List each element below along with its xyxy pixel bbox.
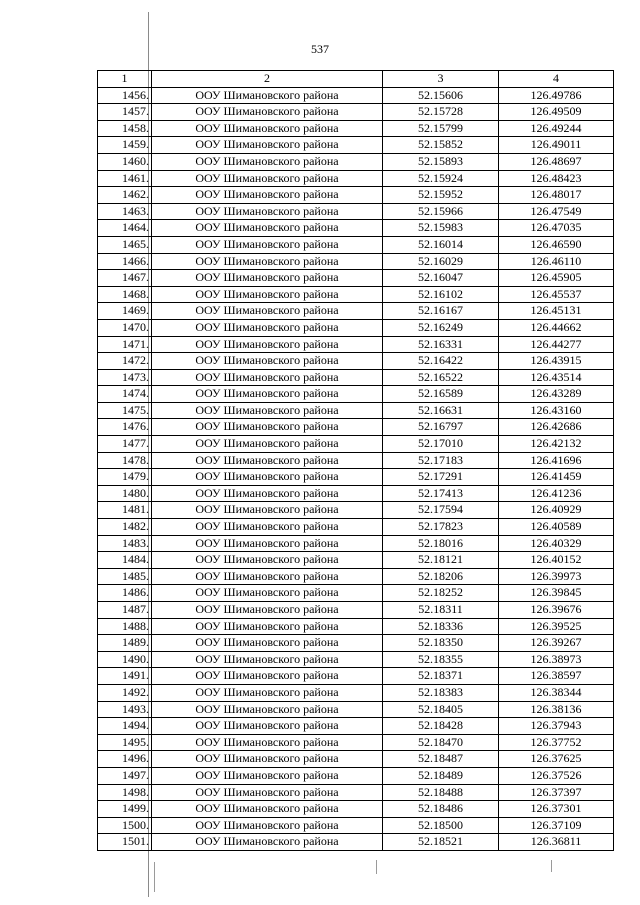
row-number-cell: 1480. bbox=[98, 485, 152, 502]
organization-cell: ООУ Шимановского района bbox=[152, 187, 383, 204]
table-row bbox=[98, 236, 614, 253]
longitude-cell: 126.43289 bbox=[499, 386, 614, 403]
organization-cell: ООУ Шимановского района bbox=[152, 552, 383, 569]
latitude-cell: 52.18383 bbox=[383, 684, 499, 701]
longitude-cell: 126.40152 bbox=[499, 552, 614, 569]
organization-cell: ООУ Шимановского района bbox=[152, 303, 383, 320]
latitude-cell: 52.17413 bbox=[383, 485, 499, 502]
organization-cell: ООУ Шимановского района bbox=[152, 353, 383, 370]
organization-cell: ООУ Шимановского района bbox=[152, 153, 383, 170]
organization-cell: ООУ Шимановского района bbox=[152, 253, 383, 270]
organization-cell: ООУ Шимановского района bbox=[152, 220, 383, 237]
organization-cell: ООУ Шимановского района bbox=[152, 104, 383, 121]
longitude-cell: 126.37526 bbox=[499, 767, 614, 784]
table-row bbox=[98, 834, 614, 851]
table-row bbox=[98, 353, 614, 370]
scan-mark bbox=[376, 860, 377, 874]
latitude-cell: 52.18206 bbox=[383, 568, 499, 585]
organization-cell: ООУ Шимановского района bbox=[152, 386, 383, 403]
table-row bbox=[98, 817, 614, 834]
row-number-cell: 1458. bbox=[98, 120, 152, 137]
table-row bbox=[98, 519, 614, 536]
organization-cell: ООУ Шимановского района bbox=[152, 469, 383, 486]
longitude-cell: 126.41696 bbox=[499, 452, 614, 469]
row-number-cell: 1467. bbox=[98, 270, 152, 287]
row-number-cell: 1489. bbox=[98, 635, 152, 652]
latitude-cell: 52.15728 bbox=[383, 104, 499, 121]
latitude-cell: 52.16631 bbox=[383, 402, 499, 419]
latitude-cell: 52.16249 bbox=[383, 319, 499, 336]
table-row bbox=[98, 319, 614, 336]
row-number-cell: 1488. bbox=[98, 618, 152, 635]
organization-cell: ООУ Шимановского района bbox=[152, 369, 383, 386]
organization-cell: ООУ Шимановского района bbox=[152, 801, 383, 818]
organization-cell: ООУ Шимановского района bbox=[152, 751, 383, 768]
table-row bbox=[98, 585, 614, 602]
coordinates-table bbox=[97, 70, 614, 851]
row-number-cell: 1460. bbox=[98, 153, 152, 170]
row-number-cell: 1495. bbox=[98, 734, 152, 751]
table-row bbox=[98, 668, 614, 685]
longitude-cell: 126.40589 bbox=[499, 519, 614, 536]
table-row bbox=[98, 120, 614, 137]
row-number-cell: 1465. bbox=[98, 236, 152, 253]
organization-cell: ООУ Шимановского района bbox=[152, 319, 383, 336]
longitude-cell: 126.43915 bbox=[499, 353, 614, 370]
latitude-cell: 52.18371 bbox=[383, 668, 499, 685]
latitude-cell: 52.18521 bbox=[383, 834, 499, 851]
latitude-cell: 52.16167 bbox=[383, 303, 499, 320]
scan-mark bbox=[154, 862, 155, 892]
longitude-cell: 126.38344 bbox=[499, 684, 614, 701]
table-row bbox=[98, 651, 614, 668]
table-row bbox=[98, 751, 614, 768]
longitude-cell: 126.41236 bbox=[499, 485, 614, 502]
row-number-cell: 1464. bbox=[98, 220, 152, 237]
row-number-cell: 1490. bbox=[98, 651, 152, 668]
organization-cell: ООУ Шимановского района bbox=[152, 535, 383, 552]
organization-cell: ООУ Шимановского района bbox=[152, 834, 383, 851]
longitude-cell: 126.42132 bbox=[499, 436, 614, 453]
longitude-cell: 126.45905 bbox=[499, 270, 614, 287]
longitude-cell: 126.37301 bbox=[499, 801, 614, 818]
latitude-cell: 52.18311 bbox=[383, 602, 499, 619]
row-number-cell: 1459. bbox=[98, 137, 152, 154]
organization-cell: ООУ Шимановского района bbox=[152, 419, 383, 436]
table-row bbox=[98, 137, 614, 154]
organization-cell: ООУ Шимановского района bbox=[152, 734, 383, 751]
organization-cell: ООУ Шимановского района bbox=[152, 485, 383, 502]
latitude-cell: 52.15952 bbox=[383, 187, 499, 204]
scan-mark bbox=[551, 860, 552, 872]
table-row bbox=[98, 734, 614, 751]
longitude-cell: 126.40329 bbox=[499, 535, 614, 552]
organization-cell: ООУ Шимановского района bbox=[152, 684, 383, 701]
latitude-cell: 52.18252 bbox=[383, 585, 499, 602]
longitude-cell: 126.49244 bbox=[499, 120, 614, 137]
row-number-cell: 1471. bbox=[98, 336, 152, 353]
table-row bbox=[98, 568, 614, 585]
longitude-cell: 126.38973 bbox=[499, 651, 614, 668]
page-number: 537 bbox=[311, 42, 329, 56]
longitude-cell: 126.45537 bbox=[499, 286, 614, 303]
row-number-cell: 1494. bbox=[98, 718, 152, 735]
longitude-cell: 126.48017 bbox=[499, 187, 614, 204]
column-header-3: 3 bbox=[383, 71, 499, 88]
table-row bbox=[98, 270, 614, 287]
table-row bbox=[98, 602, 614, 619]
table-row bbox=[98, 784, 614, 801]
longitude-cell: 126.45131 bbox=[499, 303, 614, 320]
longitude-cell: 126.43514 bbox=[499, 369, 614, 386]
latitude-cell: 52.16014 bbox=[383, 236, 499, 253]
row-number-cell: 1491. bbox=[98, 668, 152, 685]
organization-cell: ООУ Шимановского района bbox=[152, 635, 383, 652]
latitude-cell: 52.18486 bbox=[383, 801, 499, 818]
table-row bbox=[98, 635, 614, 652]
row-number-cell: 1487. bbox=[98, 602, 152, 619]
table-header bbox=[98, 71, 614, 88]
row-number-cell: 1463. bbox=[98, 203, 152, 220]
table-row bbox=[98, 386, 614, 403]
latitude-cell: 52.18500 bbox=[383, 817, 499, 834]
table-row bbox=[98, 684, 614, 701]
organization-cell: ООУ Шимановского района bbox=[152, 336, 383, 353]
table-row bbox=[98, 552, 614, 569]
table-row bbox=[98, 502, 614, 519]
latitude-cell: 52.16331 bbox=[383, 336, 499, 353]
row-number-cell: 1462. bbox=[98, 187, 152, 204]
row-number-cell: 1499. bbox=[98, 801, 152, 818]
organization-cell: ООУ Шимановского района bbox=[152, 585, 383, 602]
latitude-cell: 52.18336 bbox=[383, 618, 499, 635]
longitude-cell: 126.42686 bbox=[499, 419, 614, 436]
row-number-cell: 1470. bbox=[98, 319, 152, 336]
latitude-cell: 52.16029 bbox=[383, 253, 499, 270]
latitude-cell: 52.15893 bbox=[383, 153, 499, 170]
organization-cell: ООУ Шимановского района bbox=[152, 668, 383, 685]
row-number-cell: 1466. bbox=[98, 253, 152, 270]
longitude-cell: 126.36811 bbox=[499, 834, 614, 851]
longitude-cell: 126.46110 bbox=[499, 253, 614, 270]
latitude-cell: 52.18489 bbox=[383, 767, 499, 784]
table-row bbox=[98, 402, 614, 419]
longitude-cell: 126.44277 bbox=[499, 336, 614, 353]
longitude-cell: 126.38136 bbox=[499, 701, 614, 718]
organization-cell: ООУ Шимановского района bbox=[152, 784, 383, 801]
table-row bbox=[98, 170, 614, 187]
longitude-cell: 126.39267 bbox=[499, 635, 614, 652]
organization-cell: ООУ Шимановского района bbox=[152, 137, 383, 154]
longitude-cell: 126.39973 bbox=[499, 568, 614, 585]
table-row bbox=[98, 485, 614, 502]
organization-cell: ООУ Шимановского района bbox=[152, 120, 383, 137]
row-number-cell: 1498. bbox=[98, 784, 152, 801]
table-row bbox=[98, 618, 614, 635]
row-number-cell: 1481. bbox=[98, 502, 152, 519]
latitude-cell: 52.17010 bbox=[383, 436, 499, 453]
table-row bbox=[98, 535, 614, 552]
row-number-cell: 1478. bbox=[98, 452, 152, 469]
organization-cell: ООУ Шимановского района bbox=[152, 452, 383, 469]
table-row bbox=[98, 801, 614, 818]
table-row bbox=[98, 187, 614, 204]
row-number-cell: 1456. bbox=[98, 87, 152, 104]
row-number-cell: 1477. bbox=[98, 436, 152, 453]
table-body bbox=[98, 87, 614, 850]
organization-cell: ООУ Шимановского района bbox=[152, 718, 383, 735]
latitude-cell: 52.16047 bbox=[383, 270, 499, 287]
organization-cell: ООУ Шимановского района bbox=[152, 701, 383, 718]
organization-cell: ООУ Шимановского района bbox=[152, 270, 383, 287]
table-row bbox=[98, 469, 614, 486]
table-row bbox=[98, 767, 614, 784]
longitude-cell: 126.37943 bbox=[499, 718, 614, 735]
longitude-cell: 126.46590 bbox=[499, 236, 614, 253]
row-number-cell: 1461. bbox=[98, 170, 152, 187]
row-number-cell: 1475. bbox=[98, 402, 152, 419]
latitude-cell: 52.15799 bbox=[383, 120, 499, 137]
longitude-cell: 126.49786 bbox=[499, 87, 614, 104]
latitude-cell: 52.17291 bbox=[383, 469, 499, 486]
latitude-cell: 52.18428 bbox=[383, 718, 499, 735]
row-number-cell: 1457. bbox=[98, 104, 152, 121]
latitude-cell: 52.16589 bbox=[383, 386, 499, 403]
longitude-cell: 126.37109 bbox=[499, 817, 614, 834]
longitude-cell: 126.39845 bbox=[499, 585, 614, 602]
organization-cell: ООУ Шимановского района bbox=[152, 602, 383, 619]
longitude-cell: 126.39676 bbox=[499, 602, 614, 619]
table-row bbox=[98, 436, 614, 453]
organization-cell: ООУ Шимановского района bbox=[152, 203, 383, 220]
organization-cell: ООУ Шимановского района bbox=[152, 618, 383, 635]
table-row bbox=[98, 303, 614, 320]
organization-cell: ООУ Шимановского района bbox=[152, 519, 383, 536]
latitude-cell: 52.17823 bbox=[383, 519, 499, 536]
row-number-cell: 1492. bbox=[98, 684, 152, 701]
organization-cell: ООУ Шимановского района bbox=[152, 87, 383, 104]
table-row bbox=[98, 153, 614, 170]
latitude-cell: 52.18487 bbox=[383, 751, 499, 768]
table-row bbox=[98, 203, 614, 220]
row-number-cell: 1497. bbox=[98, 767, 152, 784]
table-row bbox=[98, 701, 614, 718]
latitude-cell: 52.15924 bbox=[383, 170, 499, 187]
table-row bbox=[98, 220, 614, 237]
organization-cell: ООУ Шимановского района bbox=[152, 502, 383, 519]
longitude-cell: 126.48697 bbox=[499, 153, 614, 170]
longitude-cell: 126.48423 bbox=[499, 170, 614, 187]
column-header-1: 1 bbox=[98, 71, 152, 88]
latitude-cell: 52.17594 bbox=[383, 502, 499, 519]
latitude-cell: 52.15983 bbox=[383, 220, 499, 237]
table-header-row bbox=[98, 71, 614, 88]
table-row bbox=[98, 87, 614, 104]
latitude-cell: 52.18350 bbox=[383, 635, 499, 652]
organization-cell: ООУ Шимановского района bbox=[152, 170, 383, 187]
row-number-cell: 1486. bbox=[98, 585, 152, 602]
organization-cell: ООУ Шимановского района bbox=[152, 767, 383, 784]
row-number-cell: 1496. bbox=[98, 751, 152, 768]
row-number-cell: 1482. bbox=[98, 519, 152, 536]
organization-cell: ООУ Шимановского района bbox=[152, 286, 383, 303]
latitude-cell: 52.18016 bbox=[383, 535, 499, 552]
longitude-cell: 126.47549 bbox=[499, 203, 614, 220]
row-number-cell: 1493. bbox=[98, 701, 152, 718]
table-row bbox=[98, 419, 614, 436]
organization-cell: ООУ Шимановского района bbox=[152, 817, 383, 834]
organization-cell: ООУ Шимановского района bbox=[152, 651, 383, 668]
latitude-cell: 52.18355 bbox=[383, 651, 499, 668]
organization-cell: ООУ Шимановского района bbox=[152, 436, 383, 453]
latitude-cell: 52.16102 bbox=[383, 286, 499, 303]
latitude-cell: 52.15852 bbox=[383, 137, 499, 154]
longitude-cell: 126.39525 bbox=[499, 618, 614, 635]
latitude-cell: 52.18470 bbox=[383, 734, 499, 751]
row-number-cell: 1468. bbox=[98, 286, 152, 303]
organization-cell: ООУ Шимановского района bbox=[152, 568, 383, 585]
table-row bbox=[98, 718, 614, 735]
row-number-cell: 1501. bbox=[98, 834, 152, 851]
row-number-cell: 1483. bbox=[98, 535, 152, 552]
latitude-cell: 52.16422 bbox=[383, 353, 499, 370]
table-row bbox=[98, 452, 614, 469]
latitude-cell: 52.18121 bbox=[383, 552, 499, 569]
row-number-cell: 1485. bbox=[98, 568, 152, 585]
longitude-cell: 126.44662 bbox=[499, 319, 614, 336]
longitude-cell: 126.43160 bbox=[499, 402, 614, 419]
longitude-cell: 126.47035 bbox=[499, 220, 614, 237]
table-row bbox=[98, 253, 614, 270]
latitude-cell: 52.15606 bbox=[383, 87, 499, 104]
longitude-cell: 126.40929 bbox=[499, 502, 614, 519]
table-row bbox=[98, 369, 614, 386]
longitude-cell: 126.41459 bbox=[499, 469, 614, 486]
latitude-cell: 52.16522 bbox=[383, 369, 499, 386]
latitude-cell: 52.15966 bbox=[383, 203, 499, 220]
latitude-cell: 52.18405 bbox=[383, 701, 499, 718]
row-number-cell: 1484. bbox=[98, 552, 152, 569]
row-number-cell: 1472. bbox=[98, 353, 152, 370]
longitude-cell: 126.37625 bbox=[499, 751, 614, 768]
table-row bbox=[98, 336, 614, 353]
longitude-cell: 126.37397 bbox=[499, 784, 614, 801]
row-number-cell: 1474. bbox=[98, 386, 152, 403]
longitude-cell: 126.49011 bbox=[499, 137, 614, 154]
row-number-cell: 1469. bbox=[98, 303, 152, 320]
organization-cell: ООУ Шимановского района bbox=[152, 402, 383, 419]
column-header-2: 2 bbox=[152, 71, 383, 88]
row-number-cell: 1476. bbox=[98, 419, 152, 436]
latitude-cell: 52.16797 bbox=[383, 419, 499, 436]
latitude-cell: 52.17183 bbox=[383, 452, 499, 469]
table-row bbox=[98, 104, 614, 121]
longitude-cell: 126.37752 bbox=[499, 734, 614, 751]
row-number-cell: 1500. bbox=[98, 817, 152, 834]
row-number-cell: 1473. bbox=[98, 369, 152, 386]
column-header-4: 4 bbox=[499, 71, 614, 88]
longitude-cell: 126.38597 bbox=[499, 668, 614, 685]
organization-cell: ООУ Шимановского района bbox=[152, 236, 383, 253]
longitude-cell: 126.49509 bbox=[499, 104, 614, 121]
table-row bbox=[98, 286, 614, 303]
row-number-cell: 1479. bbox=[98, 469, 152, 486]
latitude-cell: 52.18488 bbox=[383, 784, 499, 801]
